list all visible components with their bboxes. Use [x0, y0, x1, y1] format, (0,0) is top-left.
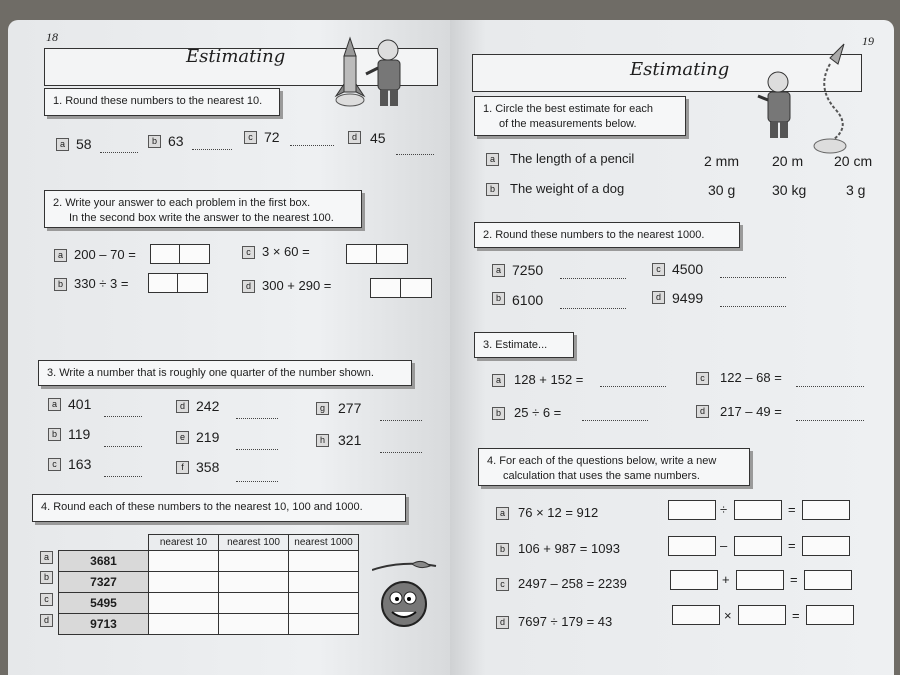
question-1-box [474, 96, 686, 136]
answer-line[interactable] [560, 308, 626, 309]
answer-box[interactable] [734, 536, 782, 556]
answer-line[interactable] [104, 476, 142, 477]
answer-line[interactable] [100, 152, 138, 153]
item-label: f [176, 461, 189, 474]
estimate-option[interactable]: 30 g [708, 182, 736, 198]
item-expression: 76 × 12 = 912 [518, 505, 599, 520]
operator-symbol: ÷ [720, 502, 728, 517]
item-label: c [48, 458, 61, 471]
row-label: b [40, 571, 53, 584]
answer-line[interactable] [796, 420, 864, 421]
page-number: 18 [46, 30, 58, 44]
item-label: b [486, 183, 499, 196]
answer-line[interactable] [796, 386, 864, 387]
rounding-table [58, 534, 359, 635]
answer-box-pair[interactable] [150, 244, 210, 264]
item-expression: 7697 ÷ 179 = 43 [518, 614, 613, 629]
rocket-man-illustration [326, 34, 422, 110]
item-value: 58 [76, 136, 92, 152]
item-value: 163 [68, 456, 92, 472]
equals-symbol: = [788, 502, 796, 517]
column-header: nearest 1000 [289, 535, 359, 551]
table-cell-value: 5495 [59, 593, 149, 614]
answer-cell[interactable] [219, 551, 289, 572]
item-label: d [176, 400, 189, 413]
item-label: e [176, 431, 189, 444]
answer-line[interactable] [582, 420, 648, 421]
item-label: a [496, 507, 509, 520]
right-page [450, 20, 894, 675]
answer-box[interactable] [806, 605, 854, 625]
answer-cell[interactable] [219, 572, 289, 593]
question-1-box [44, 88, 280, 116]
answer-box[interactable] [802, 536, 850, 556]
item-value: 72 [264, 129, 280, 145]
answer-cell[interactable] [289, 614, 359, 635]
question-4-instruction-line2: calculation that uses the same numbers. [503, 470, 700, 482]
item-label: b [492, 292, 505, 305]
answer-line[interactable] [720, 306, 786, 307]
item-label: d [348, 131, 361, 144]
column-header: nearest 100 [219, 535, 289, 551]
item-value: 6100 [512, 292, 544, 308]
item-value: 63 [168, 133, 184, 149]
page-title: Estimating [186, 46, 286, 67]
left-page [8, 20, 450, 675]
item-label: d [652, 291, 665, 304]
item-label: c [496, 578, 509, 591]
item-expression: 128 + 152 = [514, 372, 584, 387]
item-label: a [492, 264, 505, 277]
question-1-instruction: 1. Round these numbers to the nearest 10. [53, 95, 263, 107]
item-label: a [56, 138, 69, 151]
estimate-option[interactable]: 2 mm [704, 153, 739, 169]
item-value: 242 [196, 398, 220, 414]
operator-symbol: × [724, 608, 732, 623]
answer-box[interactable] [672, 605, 720, 625]
column-header: nearest 10 [149, 535, 219, 551]
item-expression: 106 + 987 = 1093 [518, 541, 620, 556]
item-label: b [48, 428, 61, 441]
item-expression: 25 ÷ 6 = [514, 405, 562, 420]
row-label: d [40, 614, 53, 627]
item-label: h [316, 434, 329, 447]
item-expression: 122 – 68 = [720, 370, 782, 385]
table-row [59, 551, 359, 572]
item-value: 401 [68, 396, 92, 412]
equals-symbol: = [788, 538, 796, 553]
answer-line[interactable] [560, 278, 626, 279]
answer-line[interactable] [720, 277, 786, 278]
item-label: d [696, 405, 709, 418]
item-label: c [652, 263, 665, 276]
answer-cell[interactable] [149, 614, 219, 635]
item-value: 277 [338, 400, 362, 416]
answer-cell[interactable] [149, 551, 219, 572]
answer-box[interactable] [804, 570, 852, 590]
answer-cell[interactable] [149, 593, 219, 614]
item-expression: 300 + 290 = [262, 278, 332, 293]
item-value: 321 [338, 432, 362, 448]
item-value: 4500 [672, 261, 704, 277]
answer-cell[interactable] [219, 593, 289, 614]
item-label: g [316, 402, 329, 415]
table-cell-value: 9713 [59, 614, 149, 635]
answer-line[interactable] [290, 145, 334, 146]
item-label: a [486, 153, 499, 166]
item-expression: 217 – 49 = [720, 404, 782, 419]
answer-box[interactable] [668, 536, 716, 556]
item-expression: 330 ÷ 3 = [74, 276, 129, 291]
question-3-box [38, 360, 412, 386]
item-value: 7250 [512, 262, 544, 278]
answer-cell[interactable] [289, 593, 359, 614]
question-4-box [32, 494, 406, 522]
answer-line[interactable] [600, 386, 666, 387]
question-1-instruction-line1: 1. Circle the best estimate for each [483, 103, 653, 115]
answer-cell[interactable] [289, 551, 359, 572]
answer-box[interactable] [670, 570, 718, 590]
answer-line[interactable] [236, 449, 278, 450]
table-row [59, 593, 359, 614]
answer-line[interactable] [104, 446, 142, 447]
answer-box-pair[interactable] [148, 273, 208, 293]
item-expression: 3 × 60 = [262, 244, 310, 259]
answer-cell[interactable] [149, 572, 219, 593]
item-label: a [492, 374, 505, 387]
item-label: a [48, 398, 61, 411]
table-row [59, 572, 359, 593]
page-number: 19 [862, 34, 874, 48]
operator-symbol: – [720, 538, 728, 553]
question-4-instruction-line1: 4. For each of the questions below, write a new [487, 455, 717, 467]
table-cell-value: 7327 [59, 572, 149, 593]
item-text: The weight of a dog [510, 181, 625, 196]
question-4-box [478, 448, 750, 486]
estimate-option[interactable]: 3 g [846, 182, 866, 198]
item-label: c [244, 131, 257, 144]
equals-symbol: = [792, 608, 800, 623]
page-title: Estimating [630, 59, 730, 80]
answer-line[interactable] [396, 154, 434, 155]
item-label: c [242, 246, 255, 259]
item-value: 358 [196, 459, 220, 475]
item-value: 219 [196, 429, 220, 445]
answer-box[interactable] [738, 605, 786, 625]
question-2-box [44, 190, 362, 228]
table-row [59, 614, 359, 635]
estimate-option[interactable]: 30 kg [772, 182, 807, 198]
equals-symbol: = [790, 572, 798, 587]
item-value: 45 [370, 130, 386, 146]
item-label: b [496, 543, 509, 556]
item-value: 119 [68, 426, 91, 442]
row-label: a [40, 551, 53, 564]
item-value: 9499 [672, 290, 704, 306]
item-expression: 200 – 70 = [74, 247, 136, 262]
answer-box[interactable] [802, 500, 850, 520]
answer-box-pair[interactable] [370, 278, 432, 298]
table-cell-value: 3681 [59, 551, 149, 572]
estimate-option[interactable]: 20 cm [834, 153, 873, 169]
question-2-box [474, 222, 740, 248]
item-text: The length of a pencil [510, 151, 635, 166]
question-3-instruction: 3. Write a number that is roughly one quarter of the number shown. [47, 367, 374, 379]
question-3-instruction: 3. Estimate... [483, 339, 548, 351]
item-label: a [54, 249, 67, 262]
item-label: b [54, 278, 67, 291]
item-label: b [148, 135, 161, 148]
answer-line[interactable] [236, 481, 278, 482]
item-label: b [492, 407, 505, 420]
answer-cell[interactable] [289, 572, 359, 593]
apple-character-illustration [372, 560, 442, 632]
answer-line[interactable] [380, 452, 422, 453]
item-label: d [496, 616, 509, 629]
answer-cell[interactable] [219, 614, 289, 635]
question-2-instruction: 2. Round these numbers to the nearest 1000. [483, 229, 705, 241]
answer-line[interactable] [192, 149, 232, 150]
operator-symbol: + [722, 572, 730, 587]
answer-line[interactable] [236, 418, 278, 419]
item-label: d [242, 280, 255, 293]
question-1-instruction-line2: of the measurements below. [499, 118, 637, 130]
item-expression: 2497 – 258 = 2239 [518, 576, 627, 591]
question-2-instruction-line1: 2. Write your answer to each problem in the first box. [53, 197, 311, 209]
estimate-option[interactable]: 20 m [772, 153, 804, 169]
answer-line[interactable] [380, 420, 422, 421]
answer-box[interactable] [668, 500, 716, 520]
answer-box-pair[interactable] [346, 244, 408, 264]
question-2-instruction-line2: In the second box write the answer to the nearest 100. [69, 212, 334, 224]
question-4-instruction: 4. Round each of these numbers to the nearest 10, 100 and 1000. [41, 501, 363, 513]
item-label: c [696, 372, 709, 385]
answer-line[interactable] [104, 416, 142, 417]
answer-box[interactable] [734, 500, 782, 520]
man-rocket-illustration [756, 38, 866, 156]
question-3-box [474, 332, 574, 358]
row-label: c [40, 593, 53, 606]
answer-box[interactable] [736, 570, 784, 590]
